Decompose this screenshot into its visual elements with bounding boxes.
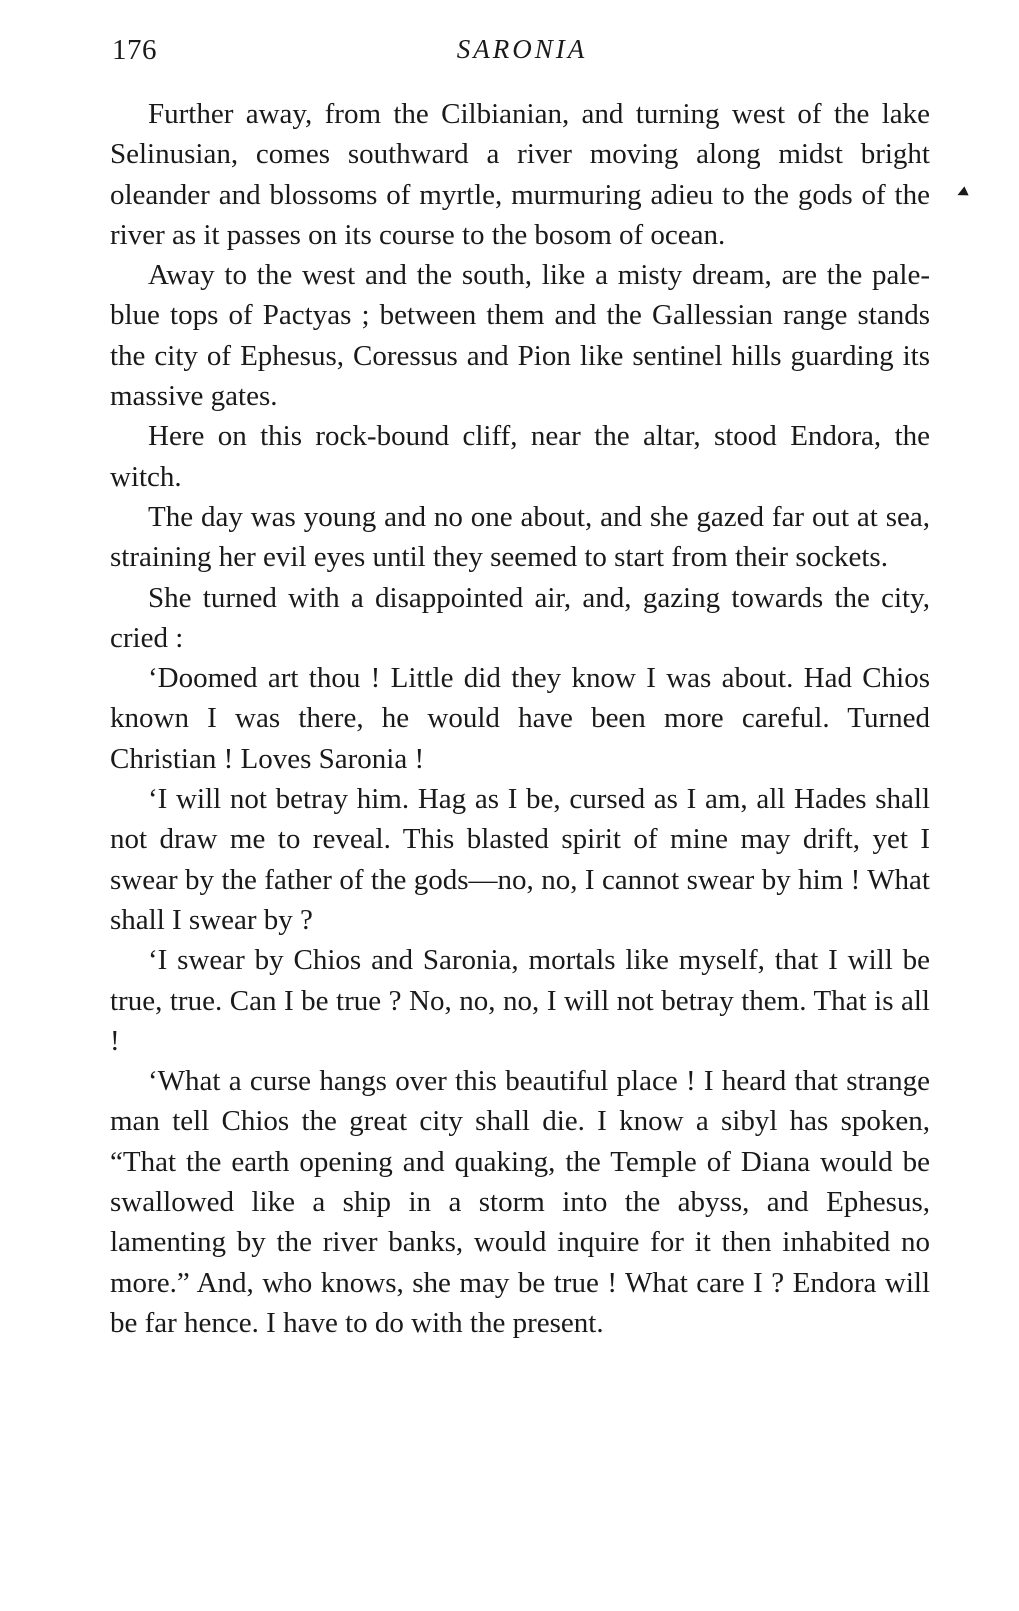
paragraph: ‘I swear by Chios and Saronia, mortals like myself, that I will be true, true. Can I be true ? No, no, no, I will not betray them. That is all ! <box>110 944 930 1057</box>
paragraph: Further away, from the Cilbianian, and turning west of the lake Selinusian, comes southward a river moving along midst bright oleander and blossoms of myrtle, murmuring adieu to the gods of the river as it passes on its course to the bosom of ocean. <box>110 98 930 251</box>
page-header <box>112 34 932 74</box>
paragraph: ‘Doomed art thou ! Little did they know I was about. Had Chios known I was there, he would have been more careful. Turned Christian ! Loves Saronia ! <box>110 662 930 775</box>
page-number: 176 <box>112 34 157 66</box>
body-text <box>110 94 930 1343</box>
paragraph: She turned with a disappointed air, and, gazing towards the city, cried : <box>110 581 930 654</box>
paragraph: ‘What a curse hangs over this beautiful place ! I heard that strange man tell Chios the great city shall die. I know a sibyl has spoken, “That the earth opening and quaking, the Temple of Diana would be swallowed like a ship in a storm into the abyss, and Ephesus, lamenting by the river banks, would inquire for it then inhabited no more.” And, who knows, she may be true ! What care I ? Endora will be far hence. I have to do with the present. <box>110 1065 930 1339</box>
paragraph: Here on this rock-bound cliff, near the altar, stood Endora, the witch. <box>110 420 930 493</box>
paragraph: Away to the west and the south, like a misty dream, are the pale-blue tops of Pactyas ; between them and the Gallessian range stands the city of Ephesus, Coressus and Pion like sentinel hills guarding its massive gates. <box>110 259 930 413</box>
paragraph: The day was young and no one about, and she gazed far out at sea, straining her evil eyes until they seemed to start from their sockets. <box>110 500 930 574</box>
margin-pointer-icon <box>955 186 968 199</box>
paragraph: ‘I will not betray him. Hag as I be, cursed as I am, all Hades shall not draw me to reveal. This blasted spirit of mine may drift, yet I swear by the father of the gods—no, no, I cannot swear by him ! What shall I swear by ? <box>110 783 930 936</box>
running-title: SARONIA <box>456 34 588 64</box>
